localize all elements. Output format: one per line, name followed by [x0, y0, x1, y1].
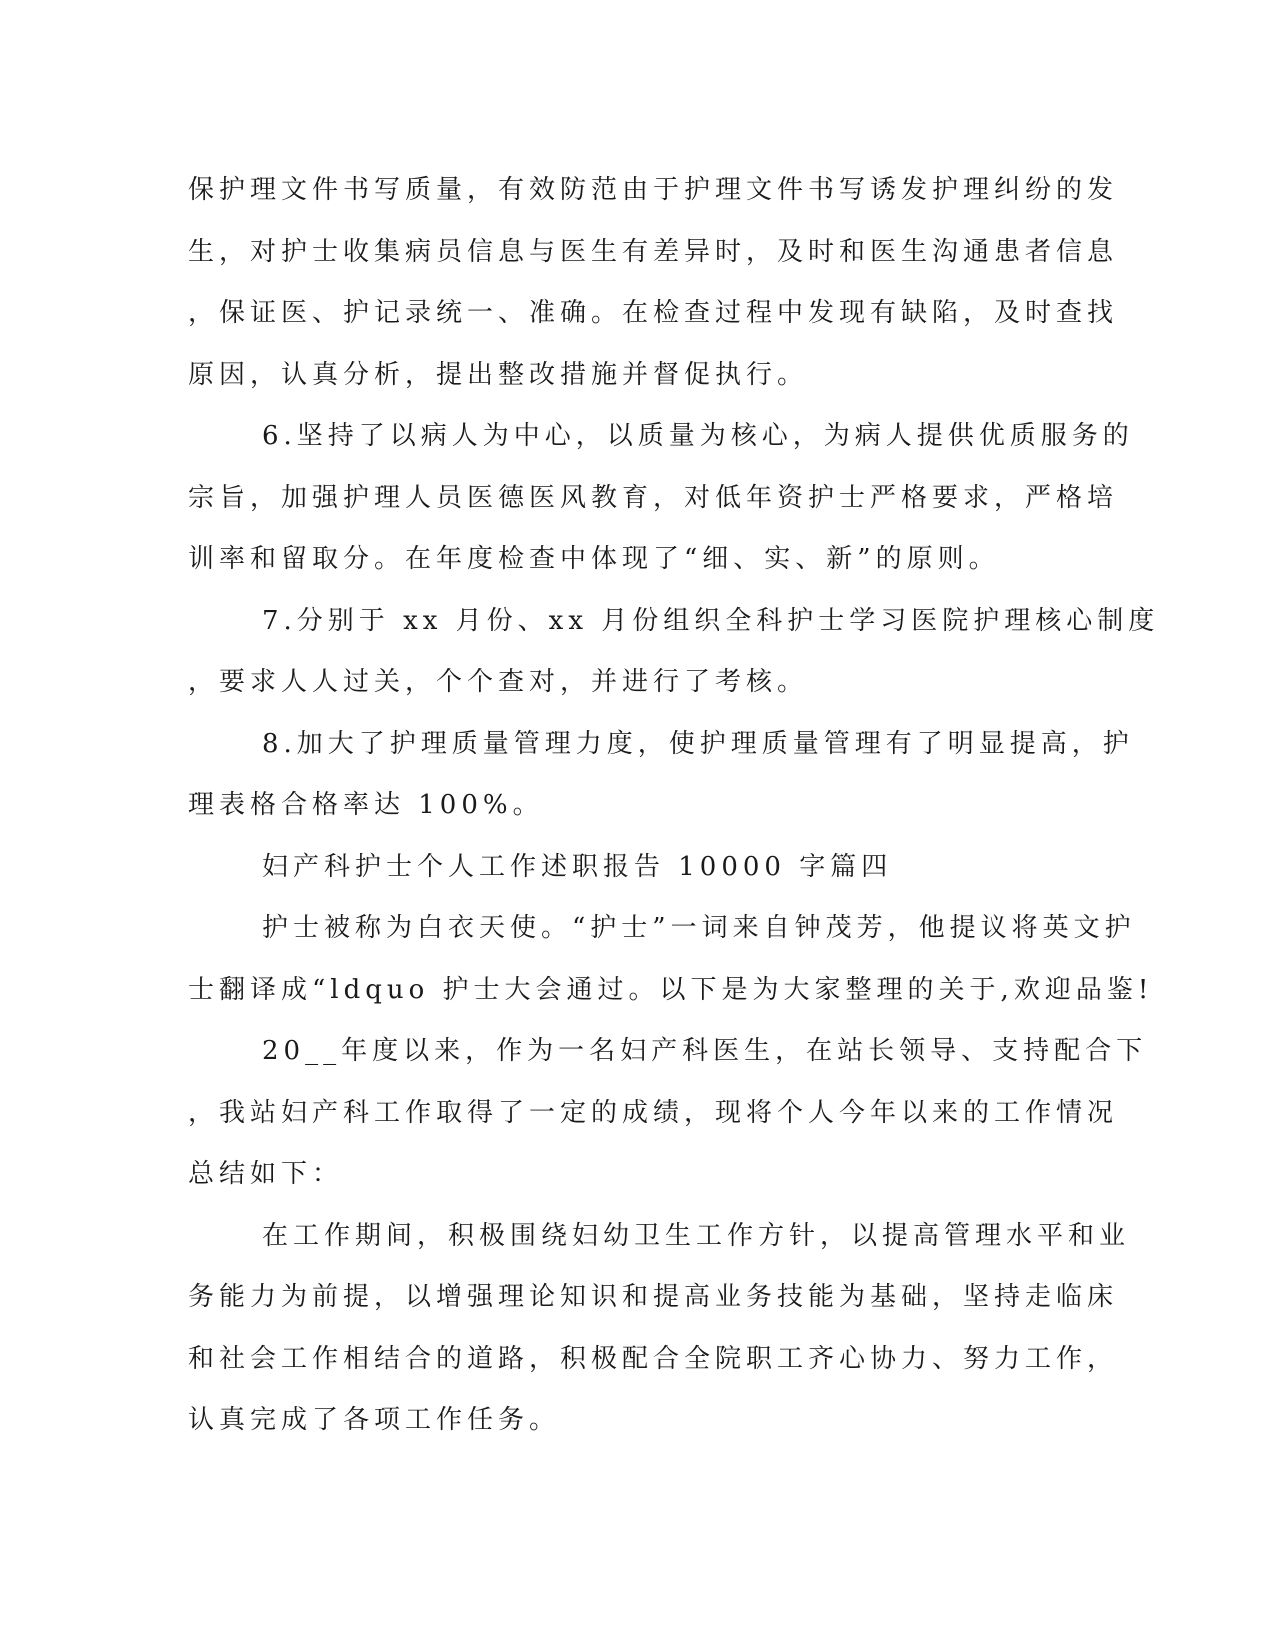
list-item-6: 6.坚持了以病人为中心，以质量为核心，为病人提供优质服务的: [262, 421, 1134, 451]
list-item-8: 8.加大了护理质量管理力度，使护理质量管理有了明显提高，护: [262, 728, 1134, 759]
text-line-9: ，要求人人过关，个个查对，并进行了考核。: [188, 667, 809, 697]
text-line-1: 保护理文件书写质量，有效防范由于护理文件书写诱发护理纠纷的发: [188, 175, 1119, 205]
text-line-7: 训率和留取分。在年度检查中体现了“细、实、新”的原则。: [188, 544, 1000, 574]
text-line-13: 护士被称为白衣天使。“护士”一词来自钟茂芳，他提议将英文护: [262, 913, 1136, 943]
text-line-11: 理表格合格率达 100%。: [188, 790, 544, 820]
text-line-18: 在工作期间，积极围绕妇幼卫生工作方针，以提高管理水平和业: [262, 1220, 1131, 1251]
text-line-2: 生，对护士收集病员信息与医生有差异时，及时和医生沟通患者信息: [188, 236, 1119, 267]
text-line-14: 士翻译成“ldquo 护士大会通过。以下是为大家整理的关于,欢迎品鉴!: [188, 974, 1154, 1005]
text-line-15: 20__年度以来，作为一名妇产科医生，在站长领导、支持配合下: [262, 1036, 1148, 1066]
text-line-16: ，我站妇产科工作取得了一定的成绩，现将个人今年以来的工作情况: [188, 1097, 1119, 1128]
section-heading: 妇产科护士个人工作述职报告 10000 字篇四: [262, 851, 893, 882]
text-line-17: 总结如下：: [188, 1159, 344, 1189]
text-line-19: 务能力为前提，以增强理论知识和提高业务技能为基础，坚持走临床: [188, 1282, 1119, 1312]
document-body: [188, 160, 1160, 1452]
text-line-6: 宗旨，加强护理人员医德医风教育，对低年资护士严格要求，严格培: [188, 482, 1119, 513]
text-line-4: 原因，认真分析，提出整改措施并督促执行。: [188, 359, 809, 390]
text-line-3: ，保证医、护记录统一、准确。在检查过程中发现有缺陷，及时查找: [188, 298, 1119, 328]
text-line-21: 认真完成了各项工作任务。: [188, 1405, 561, 1435]
list-item-7: 7.分别于 xx 月份、xx 月份组织全科护士学习医院护理核心制度: [262, 605, 1160, 636]
text-line-20: 和社会工作相结合的道路，积极配合全院职工齐心协力、努力工作，: [188, 1343, 1119, 1374]
